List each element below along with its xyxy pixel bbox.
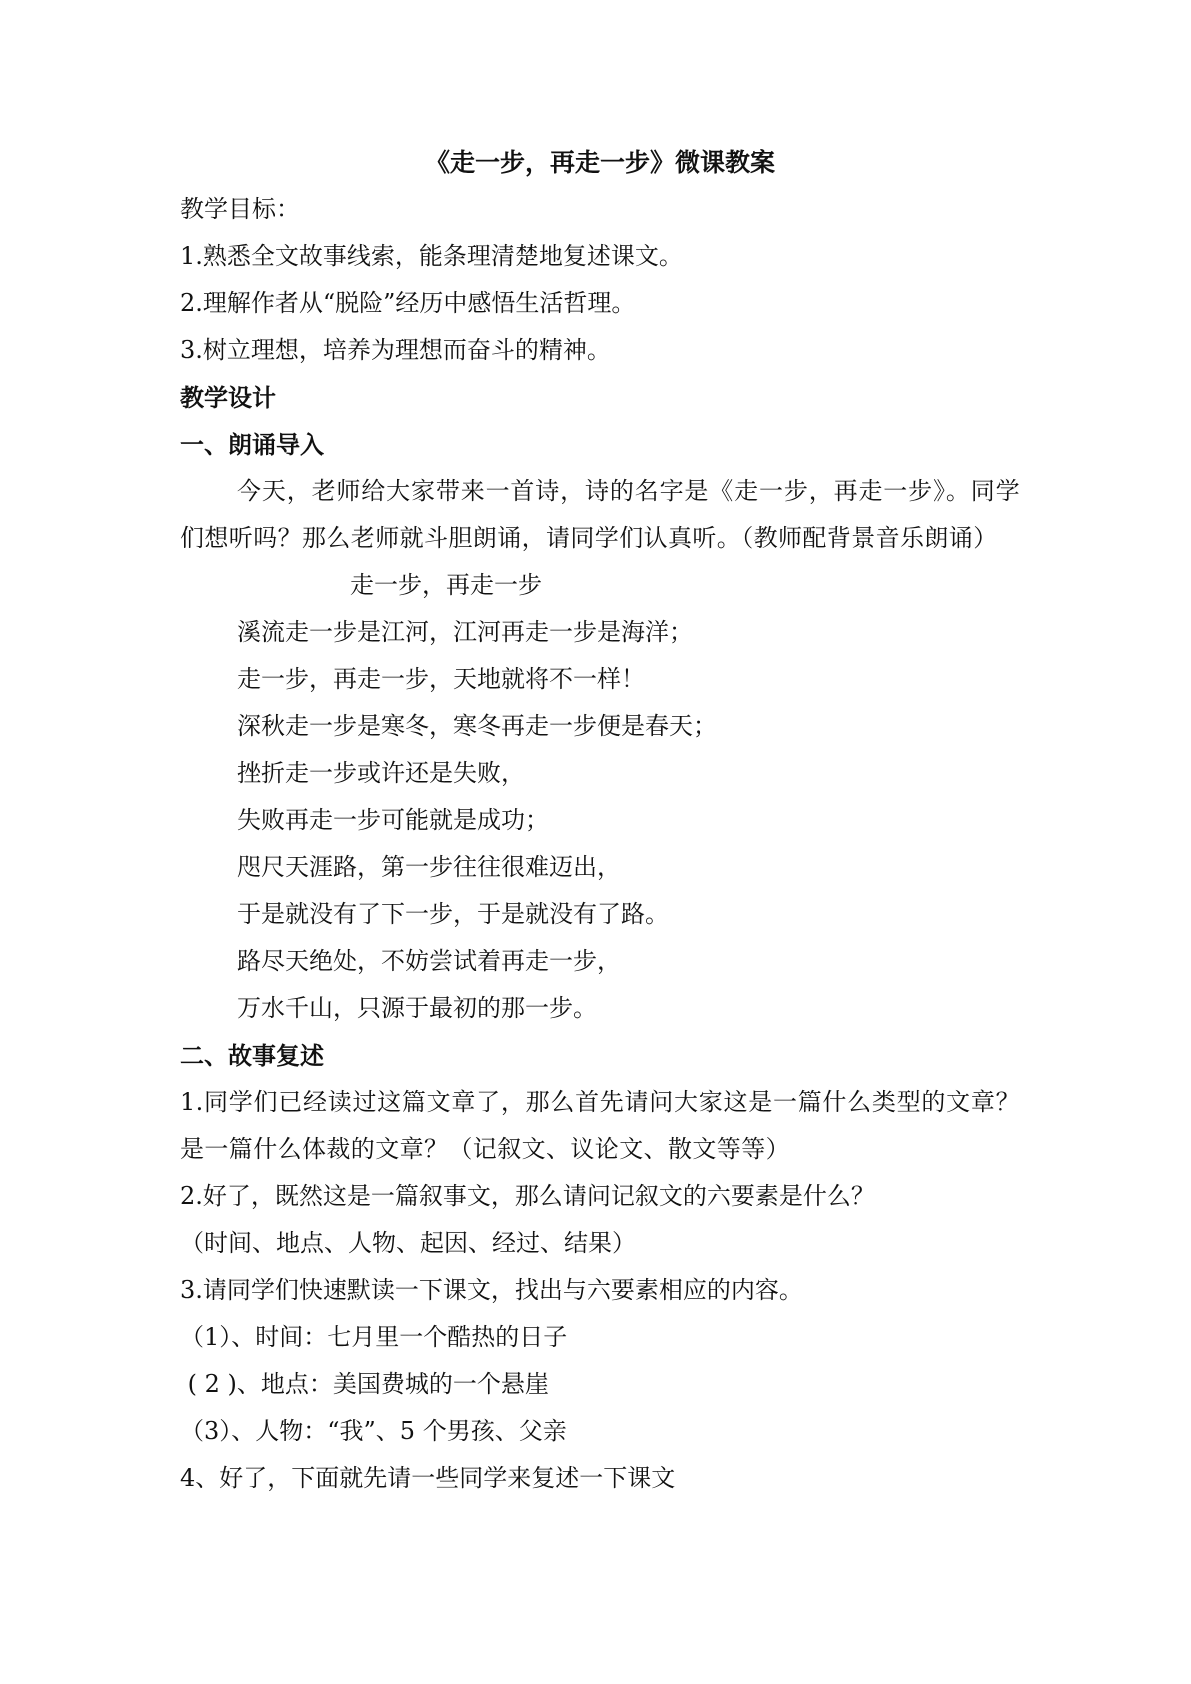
poem-title: 走一步，再走一步 [350, 571, 542, 599]
design-heading: 教学设计 [180, 383, 276, 412]
element-item: （1）、时间：七月里一个酷热的日子 [180, 1323, 568, 1351]
question-1: 1.同学们已经读过这篇文章了，那么首先请问大家这是一篇什么类型的文章？是一篇什么体裁的文章？（记叙文、议论文、散文等等） [180, 1088, 1020, 1163]
goal-item: 2.理解作者从“脱险”经历中感悟生活哲理。 [180, 289, 636, 317]
question-2: 2.好了，既然这是一篇叙事文，那么请问记叙文的六要素是什么？ [180, 1182, 875, 1210]
question-4: 4、好了，下面就先请一些同学来复述一下课文 [180, 1464, 676, 1492]
element-item: （3）、人物：“我”、5 个男孩、父亲 [180, 1417, 567, 1445]
question-2-answer: （时间、地点、人物、起因、经过、结果） [180, 1229, 636, 1257]
poem-line: 万水千山，只源于最初的那一步。 [237, 994, 597, 1022]
element-item: ( 2 )、地点：美国费城的一个悬崖 [180, 1370, 549, 1398]
poem-line: 路尽天绝处，不妨尝试着再走一步， [237, 947, 621, 975]
poem-line: 挫折走一步或许还是失败， [237, 759, 525, 787]
poem-line: 于是就没有了下一步，于是就没有了路。 [237, 900, 669, 928]
goals-heading: 教学目标： [180, 195, 300, 223]
question-3: 3.请同学们快速默读一下课文，找出与六要素相应的内容。 [180, 1276, 803, 1304]
goal-item: 3.树立理想，培养为理想而奋斗的精神。 [180, 336, 611, 364]
poem-line: 失败再走一步可能就是成功； [237, 806, 549, 834]
goal-item: 1.熟悉全文故事线索，能条理清楚地复述课文。 [180, 242, 683, 270]
poem-line: 咫尺天涯路，第一步往往很难迈出， [237, 853, 621, 881]
poem-line: 深秋走一步是寒冬，寒冬再走一步便是春天； [237, 712, 717, 740]
section-heading-intro: 一、朗诵导入 [180, 430, 324, 459]
document-page [180, 140, 1020, 1502]
document-title: 《走一步，再走一步》微课教案 [424, 148, 775, 177]
poem-line: 溪流走一步是江河，江河再走一步是海洋； [237, 618, 693, 646]
intro-paragraph: 今天，老师给大家带来一首诗，诗的名字是《走一步，再走一步》。同学们想听吗？那么老师就斗胆朗诵，请同学们认真听。（教师配背景音乐朗诵） [180, 477, 1020, 552]
poem-line: 走一步，再走一步，天地就将不一样！ [237, 665, 645, 693]
section-heading-retell: 二、故事复述 [180, 1041, 324, 1070]
